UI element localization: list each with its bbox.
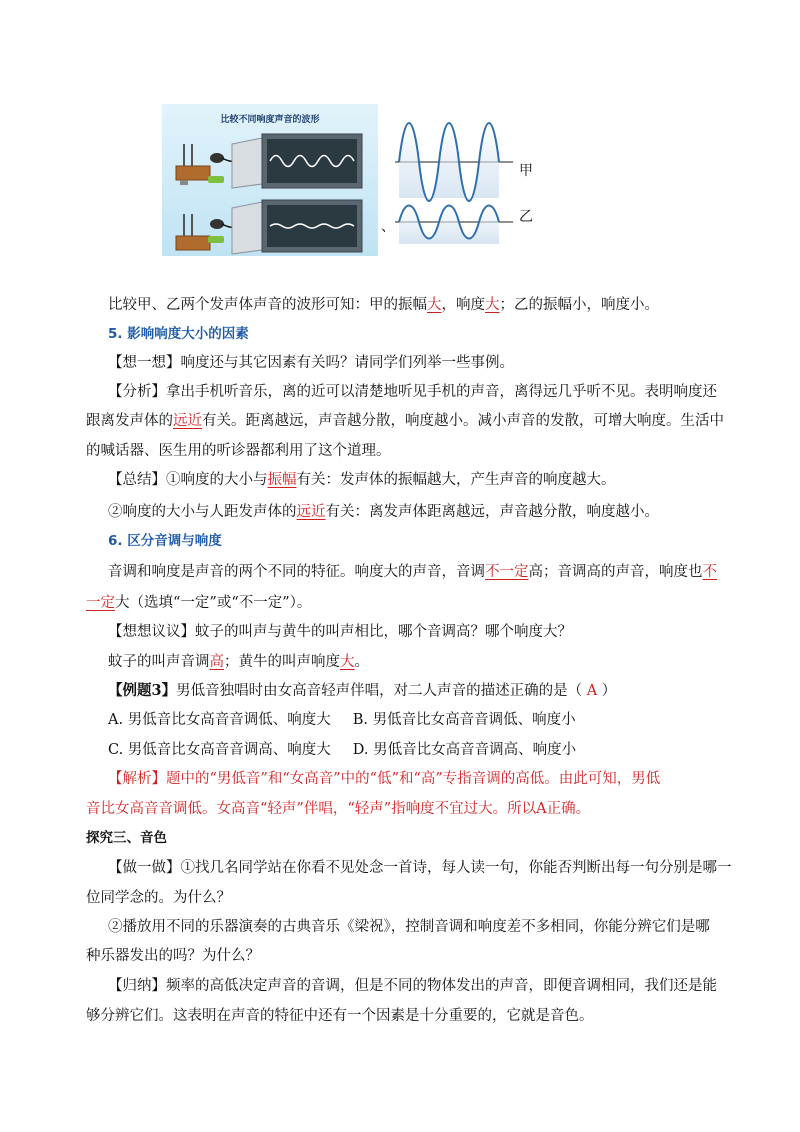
text-span: 【想想议议】蚊子的叫声与黄牛的叫声相比，哪个音调高？哪个响度大？	[108, 624, 572, 640]
text-line	[108, 381, 717, 403]
text-span: 6. 区分音调与响度	[108, 533, 222, 549]
text-line	[108, 975, 717, 997]
analysis-text	[86, 798, 590, 820]
text-line	[108, 352, 514, 374]
section-heading	[86, 827, 167, 849]
text-span: 【归纳】频率的高低决定声音的音调，但是不同的物体发出的声音，即便音调相同，我们还是能	[108, 978, 717, 994]
text-span: 探究三、音色	[86, 830, 167, 846]
text-span: 【分析】拿出手机听音乐，离的近可以清楚地听见手机的声音，离得远几乎听不见。表明响度还	[108, 384, 717, 400]
text-span: 【解析】题中的“男低音”和“女高音”中的“低”和“高”专指音调的高低。由此可知，男低	[108, 771, 661, 787]
text-line	[108, 621, 572, 643]
text-span: A	[586, 683, 598, 699]
text-span: 音调和响度是声音的两个不同的特征。响度大的声音，音调	[108, 564, 485, 580]
text-span: 【总结】①响度的大小与	[108, 472, 268, 488]
text-line	[86, 410, 724, 432]
text-span: 【做一做】①找几名同学站在你看不见处念一首诗，每人读一句，你能否判断出每一句分别是哪一	[108, 860, 732, 876]
section-heading	[108, 530, 222, 552]
text-line	[108, 561, 717, 583]
text-line	[108, 857, 732, 879]
text-span: 音比女高音音调低。女高音“轻声”伴唱，“轻声”指响度不宜过大。所以A正确。	[86, 801, 591, 817]
text-span: 【例题3】	[108, 682, 177, 699]
answer-fill: 远近	[296, 504, 326, 520]
label-yi: 乙	[519, 209, 533, 225]
text-span: 大（选填“一定”或“不一定”）。	[115, 595, 312, 611]
section-heading	[108, 323, 249, 345]
text-span: ；乙的振幅小，响度小。	[499, 297, 659, 313]
answer-fill: 远近	[173, 413, 202, 429]
text-span: 。	[354, 654, 369, 670]
text-span: ，响度	[441, 297, 485, 313]
text-span: 的喊话器、医生用的听诊器都利用了这个道理。	[86, 443, 391, 459]
text-span: 种乐器发出的吗？为什么？	[86, 948, 260, 964]
figure-title: 比较不同响度声音的波形	[220, 115, 320, 125]
text-span: ；黄牛的叫声响度	[224, 654, 340, 670]
answer-fill: 大	[427, 297, 442, 313]
answer-fill: 大	[340, 654, 355, 670]
resonator-box-icon	[176, 166, 210, 180]
analysis-text	[108, 768, 660, 790]
answer-fill: 振幅	[267, 472, 297, 488]
text-line	[108, 916, 710, 938]
text-line	[108, 294, 659, 316]
answer-fill: 不	[702, 564, 717, 580]
text-line	[108, 469, 616, 491]
text-line	[108, 651, 369, 673]
answer-fill: 一定	[86, 595, 115, 611]
figure-separator: 、	[381, 219, 395, 235]
text-span: ）	[597, 683, 617, 699]
text-span: 位同学念的。为什么？	[86, 890, 231, 906]
text-span: A. 男低音比女高音音调低、响度大	[108, 712, 331, 728]
answer-options	[108, 709, 576, 731]
text-span: 有关。距离越远，声音越分散，响度越小。减小声音的发散，可增大响度。生活中	[202, 413, 724, 429]
text-span: 男低音独唱时由女高音轻声伴唱，对二人声音的描述正确的是（	[176, 683, 587, 699]
answer-fill: 高	[209, 654, 224, 670]
text-span: 高；音调高的声音，响度也	[528, 564, 703, 580]
microphone-icon	[210, 153, 224, 163]
text-span: 【想一想】响度还与其它因素有关吗？请同学们列举一些事例。	[108, 355, 514, 371]
text-line	[86, 592, 311, 614]
text-line	[86, 440, 391, 462]
text-span: 比较甲、乙两个发声体声音的波形可知：甲的振幅	[108, 297, 427, 313]
text-span: 有关：发声体的振幅越大，产生声音的响度越大。	[296, 472, 616, 488]
oscilloscope-figure	[162, 104, 378, 256]
text-span: B. 男低音比女高音音调低、响度小	[352, 712, 576, 728]
text-line	[86, 945, 260, 967]
waveform-comparison	[395, 118, 517, 248]
answer-fill: 不一定	[485, 564, 529, 580]
text-span: 跟离发声体的	[86, 413, 173, 429]
text-span: 蚊子的叫声音调	[108, 654, 210, 670]
oscilloscope-illustration	[162, 104, 378, 256]
text-span: 5. 影响响度大小的因素	[108, 326, 249, 342]
answer-fill: 大	[485, 297, 500, 313]
text-line	[86, 887, 231, 909]
text-span: ②响度的大小与人距发声体的	[108, 504, 297, 520]
text-span: ②播放用不同的乐器演奏的古典音乐《梁祝》，控制音调和响度差不多相同，你能分辨它们是哪	[108, 919, 710, 935]
text-span: 够分辨它们。这表明在声音的特征中还有一个因素是十分重要的，它就是音色。	[86, 1008, 594, 1024]
text-span: C. 男低音比女高音音调高、响度大	[108, 742, 331, 758]
text-span: D. 男低音比女高音音调高、响度小	[352, 742, 577, 758]
answer-options	[108, 739, 576, 761]
label-jia: 甲	[519, 163, 533, 179]
text-line	[108, 501, 659, 523]
text-span: 有关：离发声体距离越远，声音越分散，响度越小。	[325, 504, 659, 520]
text-line	[86, 1005, 594, 1027]
example-question	[108, 680, 616, 702]
